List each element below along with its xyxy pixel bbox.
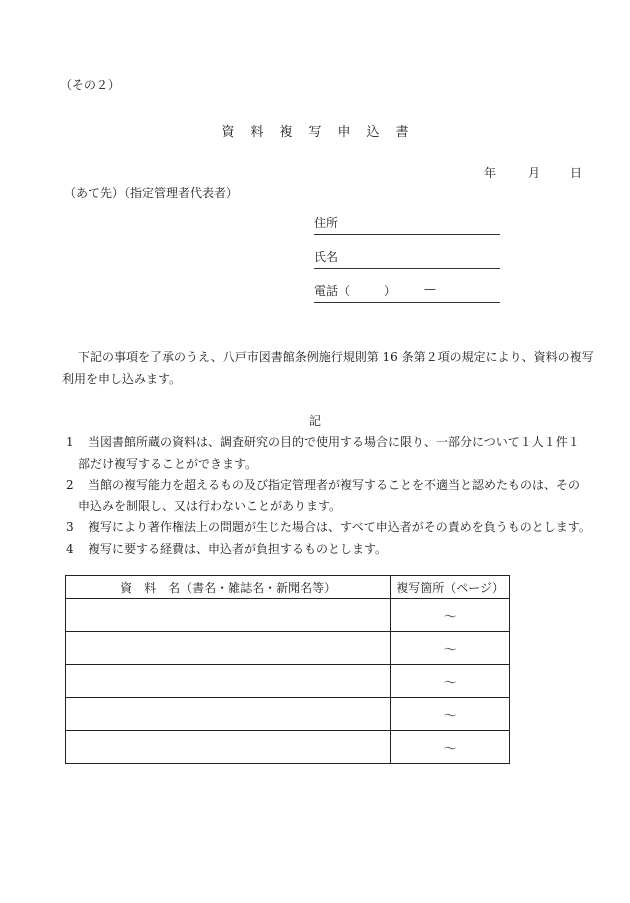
note-continuation: 部だけ複写することができます。 xyxy=(78,457,258,471)
date-month-label: 月 xyxy=(528,166,541,180)
note-continuation: 申込みを制限し、又は行わないことがあります。 xyxy=(78,499,342,513)
material-name-cell[interactable] xyxy=(66,632,391,665)
note-text: 当図書館所蔵の資料は、調査研究の目的で使用する場合に限り、一部分について１人１件１ xyxy=(88,435,580,449)
date-day-label: 日 xyxy=(570,166,583,180)
copy-pages-cell[interactable]: ～ xyxy=(391,698,510,731)
header-material-name: 資 料 名（書名・雑誌名・新聞名等） xyxy=(66,576,391,599)
intro-text-line-1: 下記の事項を了承のうえ、八戸市図書館条例施行規則第 16 条第２項の規定により、資料の複写 xyxy=(78,350,594,364)
copy-pages-cell[interactable]: ～ xyxy=(391,599,510,632)
date-year-label: 年 xyxy=(484,166,497,180)
note-text: 複写に要する経費は、申込者が負担するものとします。 xyxy=(88,542,388,556)
address-label: 住所 xyxy=(314,216,339,230)
table-row xyxy=(66,731,510,764)
note-item xyxy=(66,518,591,535)
date-line xyxy=(484,164,582,181)
note-text: 当館の複写能力を超えるもの及び指定管理者が複写することを不適当と認めたものは、その xyxy=(88,478,581,492)
ki-heading: 記 xyxy=(308,414,321,428)
header-copy-pages: 複写箇所（ページ） xyxy=(391,576,510,599)
note-number: 4 xyxy=(66,542,74,556)
addressee: （あて先）（指定管理者代表者） xyxy=(64,186,239,200)
table-header-row xyxy=(66,576,510,599)
table-row xyxy=(66,665,510,698)
note-item xyxy=(66,476,580,493)
intro-text-line-2: 利用を申し込みます。 xyxy=(62,372,182,386)
copy-pages-cell[interactable]: ～ xyxy=(391,632,510,665)
phone-field[interactable] xyxy=(314,282,500,303)
phone-paren-close: ） xyxy=(384,284,397,298)
form-number: （その２） xyxy=(60,78,121,92)
note-item xyxy=(66,433,580,450)
name-label: 氏名 xyxy=(314,250,339,264)
material-name-cell[interactable] xyxy=(66,731,391,764)
phone-dash: — xyxy=(424,282,436,296)
name-field[interactable] xyxy=(314,248,500,269)
material-name-cell[interactable] xyxy=(66,599,391,632)
note-text: 複写により著作権法上の問題が生じた場合は、すべて申込者がその責めを負うものとします。 xyxy=(88,520,591,534)
material-name-cell[interactable] xyxy=(66,665,391,698)
copy-pages-cell[interactable]: ～ xyxy=(391,731,510,764)
table-row xyxy=(66,698,510,731)
copy-pages-cell[interactable]: ～ xyxy=(391,665,510,698)
table-row xyxy=(66,599,510,632)
table-row xyxy=(66,632,510,665)
material-name-cell[interactable] xyxy=(66,698,391,731)
note-item xyxy=(66,540,387,557)
phone-label: 電話（ xyxy=(314,284,351,298)
note-number: 1 xyxy=(66,435,74,449)
address-field[interactable] xyxy=(314,214,500,235)
note-number: 2 xyxy=(66,478,74,492)
note-number: 3 xyxy=(66,520,74,534)
document-title: 資料複写申込書 xyxy=(221,125,425,140)
request-table xyxy=(65,575,510,764)
